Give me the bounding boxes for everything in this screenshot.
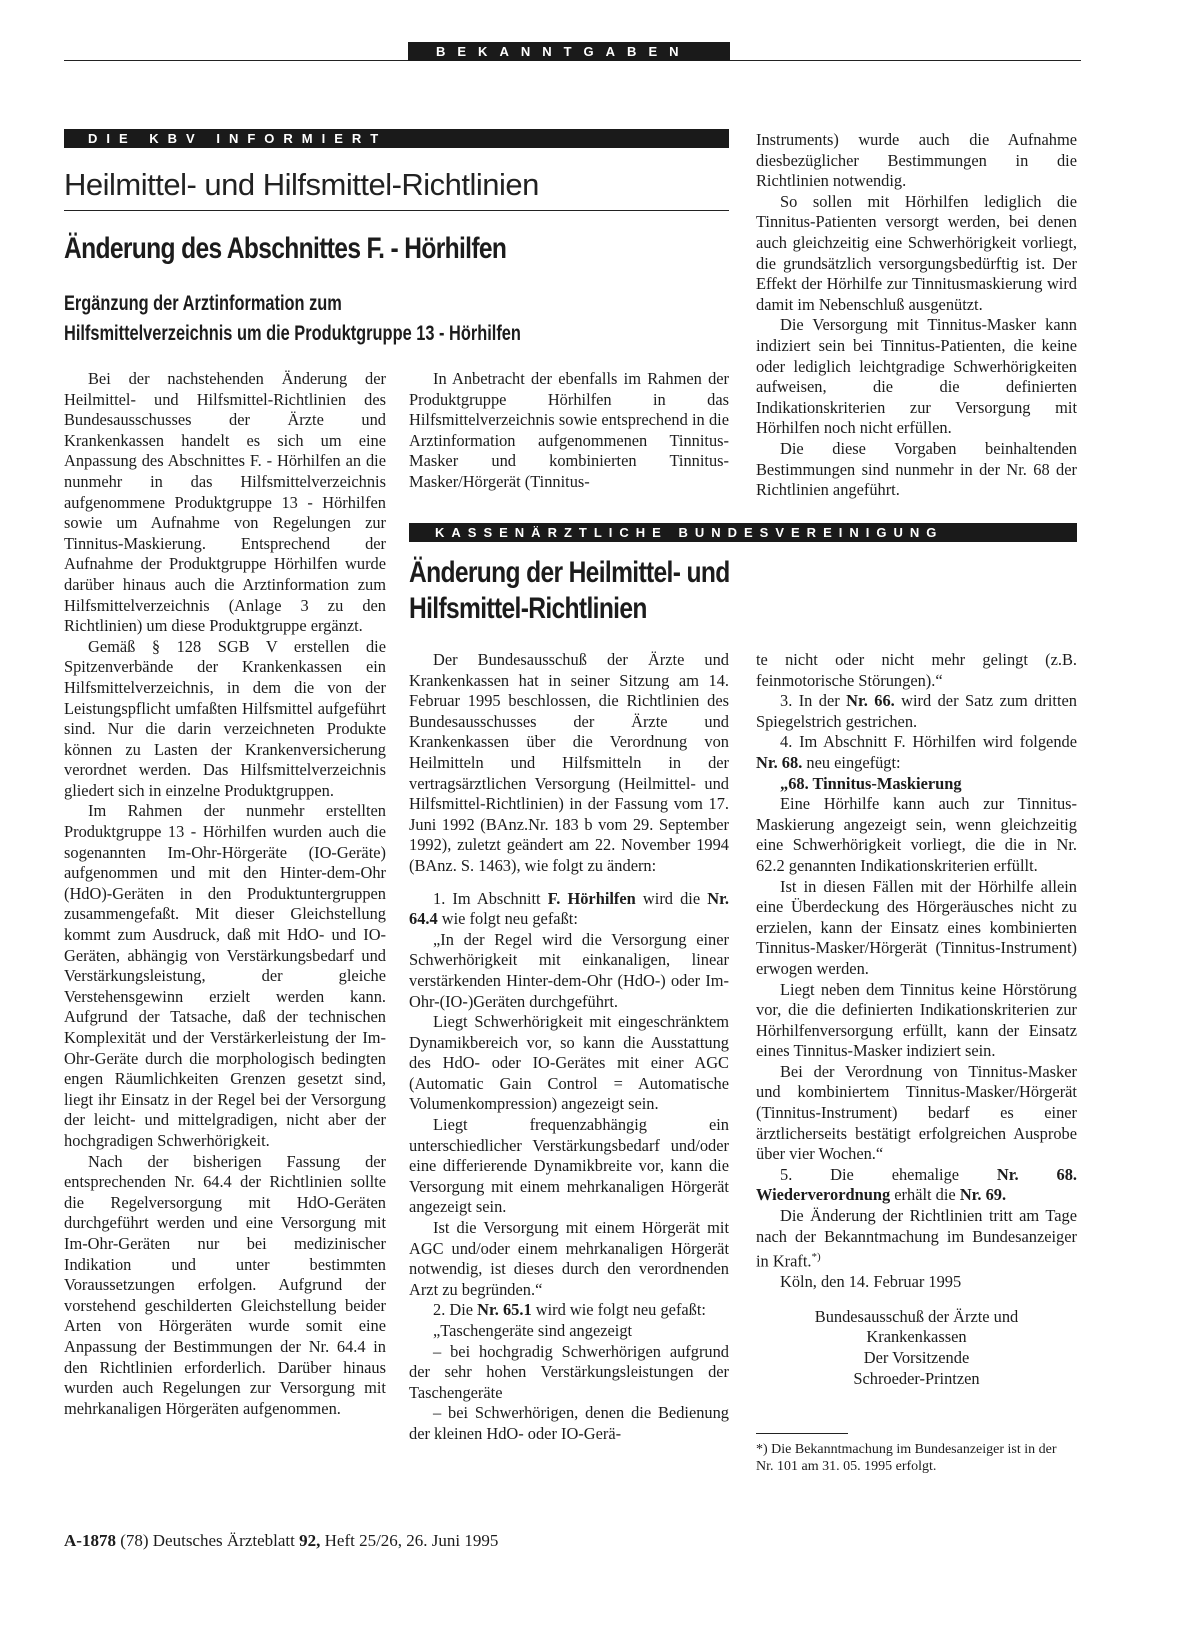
page-number: A-1878 — [64, 1531, 116, 1550]
article2-title-2: Hilfsmittel-Richtlinien — [409, 592, 647, 625]
paragraph: Ist die Versorgung mit einem Hörgerät mit AGC und/oder einem mehrkanaligen Hörgerät notwendig, ist dieses durch den verordnenden Arzt zu begründen.“ — [409, 1218, 729, 1299]
article2-title-1: Änderung der Heilmittel- und — [409, 556, 730, 589]
paragraph: In Anbetracht der ebenfalls im Rahmen der Produktgruppe Hörhilfen in das Hilfsmittelverzeichnis sowie entsprechend in die Arztinformation aufgenommenen Tinnitus-Masker und kombinierten Tinnitus-Masker/Hörgerät (Tinnitus- — [409, 369, 729, 491]
kicker-1: DIE KBV INFORMIERT — [88, 131, 388, 146]
article1-title: Änderung des Abschnittes F. - Hörhilfen — [64, 232, 507, 265]
paragraph: te nicht oder nicht mehr gelingt (z.B. feinmotorische Störungen).“ — [756, 650, 1077, 690]
paragraph: Der Bundesausschuß der Ärzte und Krankenkassen hat in seiner Sitzung am 14. Februar 1995 beschlossen, die Richtlinien des Bundesausschusses der Ärzte und Krankenkassen über die Verordnung von Heilmitteln und Hilfsmitteln in der vertragsärztlichen Versorgung (Heilmittel- und Hilfsmittel-Richtlinien) in der Fassung vom 17. Juni 1992 (BAnz.Nr. 183 b vom 29. September 1992), zuletzt geändert am 22. November 1994 (BAnz. S. 1463), wie folgt zu ändern: — [409, 650, 729, 875]
list-item: 3. In der Nr. 66. wird der Satz zum dritten Spiegelstrich gestrichen. — [756, 691, 1077, 731]
rubric-rule — [64, 210, 729, 211]
paragraph: – bei Schwerhörigen, denen die Bedienung der kleinen HdO- oder IO-Gerä- — [409, 1403, 729, 1443]
page-footer: A-1878 (78) Deutsches Ärzteblatt 92, Heft 25/26, 26. Juni 1995 — [64, 1531, 499, 1550]
signature-line: Bundesausschuß der Ärzte und — [814, 1306, 1019, 1326]
place-date: Köln, den 14. Februar 1995 — [780, 1272, 962, 1292]
paragraph: Liegt Schwerhörigkeit mit eingeschränktem Dynamikbereich vor, so kann die Ausstattung des HdO- oder IO-Gerätes mit einer AGC (Automatic Gain Control = Automatische Volumenkompression) angezeigt sein. — [409, 1012, 729, 1114]
list-item: 4. Im Abschnitt F. Hörhilfen wird folgende Nr. 68. neu eingefügt: — [756, 732, 1077, 772]
paragraph: – bei hochgradig Schwerhörigen aufgrund der sehr hohen Verstärkungsleistungen der Taschengeräte — [409, 1341, 729, 1402]
list-item: 5. Die ehemalige Nr. 68. Wiederverordnung erhält die Nr. 69. — [756, 1164, 1077, 1205]
paragraph: Liegt neben dem Tinnitus keine Hörstörung vor, die die definierten Indikationskriterien zur Hörhilfenversorgung erfüllt, kann der Einsatz eines Tinnitus-Masker indiziert sein. — [756, 979, 1077, 1061]
paragraph: Bei der Verordnung von Tinnitus-Masker und kombiniertem Tinnitus-Masker/Hörgerät (Tinnitus-Instrument) bedarf es einer ärztlicherseits bestätigt erfolgreichen Ausprobe über vier Wochen.“ — [756, 1061, 1077, 1164]
rubric-title: Heilmittel- und Hilfsmittel-Richtlinien — [64, 167, 539, 202]
paragraph: Gemäß § 128 SGB V erstellen die Spitzenverbände der Krankenkassen ein Hilfsmittelverzeichnis, in dem die von der Leistungspflicht umfaßten Hilfsmittel aufgeführt sind. Nur die darin verzeichneten Produkte können zu Lasten der Krankenversicherung verordnet werden. Das Hilfsmittelverzeichnis gliedert sich in einzelne Produktgruppen. — [64, 636, 386, 800]
paragraph: Eine Hörhilfe kann auch zur Tinnitus-Maskierung angezeigt sein, wenn gleichzeitig eine Schwerhörigkeit vorliegt, die die in Nr. 62.2 genannten Indikationskriterien erfüllt. — [756, 794, 1077, 875]
paragraph: Bei der nachstehenden Änderung der Heilmittel- und Hilfsmittel-Richtlinien des Bundesausschusses der Ärzte und Krankenkassen handelt es sich um eine Anpassung des Abschnittes F. - Hörhilfen an die nunmehr in das Hilfsmittelverzeichnis aufgenommene Produktgruppe 13 - Hörhilfen sowie um Aufnahme von Regelungen zur Tinnitus-Maskierung. Entsprechend der Aufnahme der Produktgruppe Hörhilfen wurde darüber hinaus auch die Arztinformation zum Hilfsmittelverzeichnis (Anlage 3 zu den Richtlinien) um diese Produktgruppe ergänzt. — [64, 369, 386, 636]
section-heading: „68. Tinnitus-Maskierung — [780, 773, 962, 793]
signature-line: Der Vorsitzende — [863, 1348, 970, 1368]
paragraph: „In der Regel wird die Versorgung einer Schwerhörigkeit mit einkanaligen, linear verstärkenden Hinter-dem-Ohr (HdO-) oder Im-Ohr-(IO-)Geräten durchgeführt. — [409, 929, 729, 1011]
paragraph: Liegt frequenzabhängig ein unterschiedlicher Verstärkungsbedarf und/oder eine differierende Dynamikbreite vor, kann die Versorgung mit einem mehrkanaligen Hörgerät angezeigt sein. — [409, 1115, 729, 1217]
article1-column-1 — [64, 369, 386, 1419]
article2-column-1 — [409, 650, 729, 1445]
paragraph: Ist in diesen Fällen mit der Hörhilfe allein eine Überdeckung des Hörgeräusches nicht zu erzielen, kann der Einsatz eines kombinierten Tinnitus-Masker/Hörgerät (Tinnitus-Instrument) erwogen werden. — [756, 876, 1077, 978]
paragraph: So sollen mit Hörhilfen lediglich die Tinnitus-Patienten versorgt werden, bei denen auch gleichzeitig eine Schwerhörigkeit vorliegt, die grundsätzlich versorgungsbedürftig ist. Der Effekt der Hörhilfe zur Tinnitusmaskierung wird damit im Nebenschluß ausgenützt. — [756, 191, 1077, 314]
paragraph: „Taschengeräte sind angezeigt — [433, 1321, 633, 1340]
kicker-banner-2 — [409, 523, 1077, 542]
signature-line: Krankenkassen — [866, 1327, 967, 1347]
paragraph: Die Änderung der Richtlinien tritt am Tage nach der Bekanntmachung im Bundesanzeiger in Kraft.*) — [756, 1206, 1077, 1271]
footnote-rule — [756, 1433, 848, 1434]
article1-column-3 — [756, 130, 1077, 501]
section-label: BEKANNTGABEN — [436, 44, 691, 59]
section-banner — [408, 42, 730, 61]
article1-subtitle-1: Ergänzung der Arztinformation zum — [64, 292, 342, 315]
footnote: *) Die Bekanntmachung im Bundesanzeiger ist in der Nr. 101 am 31. 05. 1995 erfolgt. — [756, 1442, 1057, 1474]
article1-column-2 — [409, 369, 729, 493]
article2-column-2 — [756, 650, 1077, 1389]
paragraph: Nach der bisherigen Fassung der entsprechenden Nr. 64.4 der Richtlinien sollte die Regelversorgung mit HdO-Geräten durchgeführt werden und eine Versorgung mit Im-Ohr-Geräten nur bei medizinischer Indikation und unter bestimmten Voraussetzungen erfolgen. Aufgrund der vorstehend geschilderten Gleichstellung beider Arten von Hörgeräten wurde somit eine Anpassung der Bestimmungen der Nr. 64.4 in den Richtlinien erforderlich. Darüber hinaus wurden auch Regelungen zur Versorgung mit mehrkanaligen Hörgeräten aufgenommen. — [64, 1151, 386, 1418]
list-item: 1. Im Abschnitt F. Hörhilfen wird die Nr. 64.4 wie folgt neu gefaßt: — [409, 888, 729, 929]
paragraph: Im Rahmen der nunmehr erstellten Produktgruppe 13 - Hörhilfen wurden auch die sogenannten Im-Ohr-Hörgeräte (IO-Geräte) aufgenommen und mit den Hinter-dem-Ohr (HdO)-Geräten in den Produktuntergruppen zusammengefaßt. Mit dieser Gleichstellung kommt zum Ausdruck, daß mit HdO- und IO-Geräten, abhängig von Verstärkungsbedarf und Verstärkungsleistung, der gleiche Verstehensgewinn erzielt werden kann. Aufgrund der Tatsache, daß der technischen Komplexität und der Verstärkerleistung der Im-Ohr-Geräte durch die morphologisch bedingten engen Räumlichkeiten Grenzen gesetzt sind, liegt ihr Einsatz in der Regel bei der Versorgung der leicht- und mittelgradigen, nicht aber der hochgradigen Schwerhörigkeit. — [64, 801, 386, 1150]
paragraph: Die Versorgung mit Tinnitus-Masker kann indiziert sein bei Tinnitus-Patienten, die keine oder lediglich leichtgradige Schwerhörigkeiten aufweisen, die die definierten Indikationskriterien zur Versorgung mit Hörhilfen noch nicht erfüllen. — [756, 315, 1077, 438]
kicker-2: KASSENÄRZTLICHE BUNDESVEREINIGUNG — [435, 525, 944, 540]
article1-subtitle-2: Hilfsmittelverzeichnis um die Produktgruppe 13 - Hörhilfen — [64, 322, 521, 345]
list-item: 2. Die Nr. 65.1 wird wie folgt neu gefaßt: — [433, 1300, 706, 1320]
paragraph: Die diese Vorgaben beinhaltenden Bestimmungen sind nunmehr in der Nr. 68 der Richtlinien angeführt. — [756, 438, 1077, 500]
signature-line: Schroeder-Printzen — [853, 1368, 980, 1388]
paragraph: Instruments) wurde auch die Aufnahme diesbezüglicher Bestimmungen in die Richtlinien notwendig. — [756, 130, 1077, 191]
kicker-banner-1 — [64, 129, 729, 148]
